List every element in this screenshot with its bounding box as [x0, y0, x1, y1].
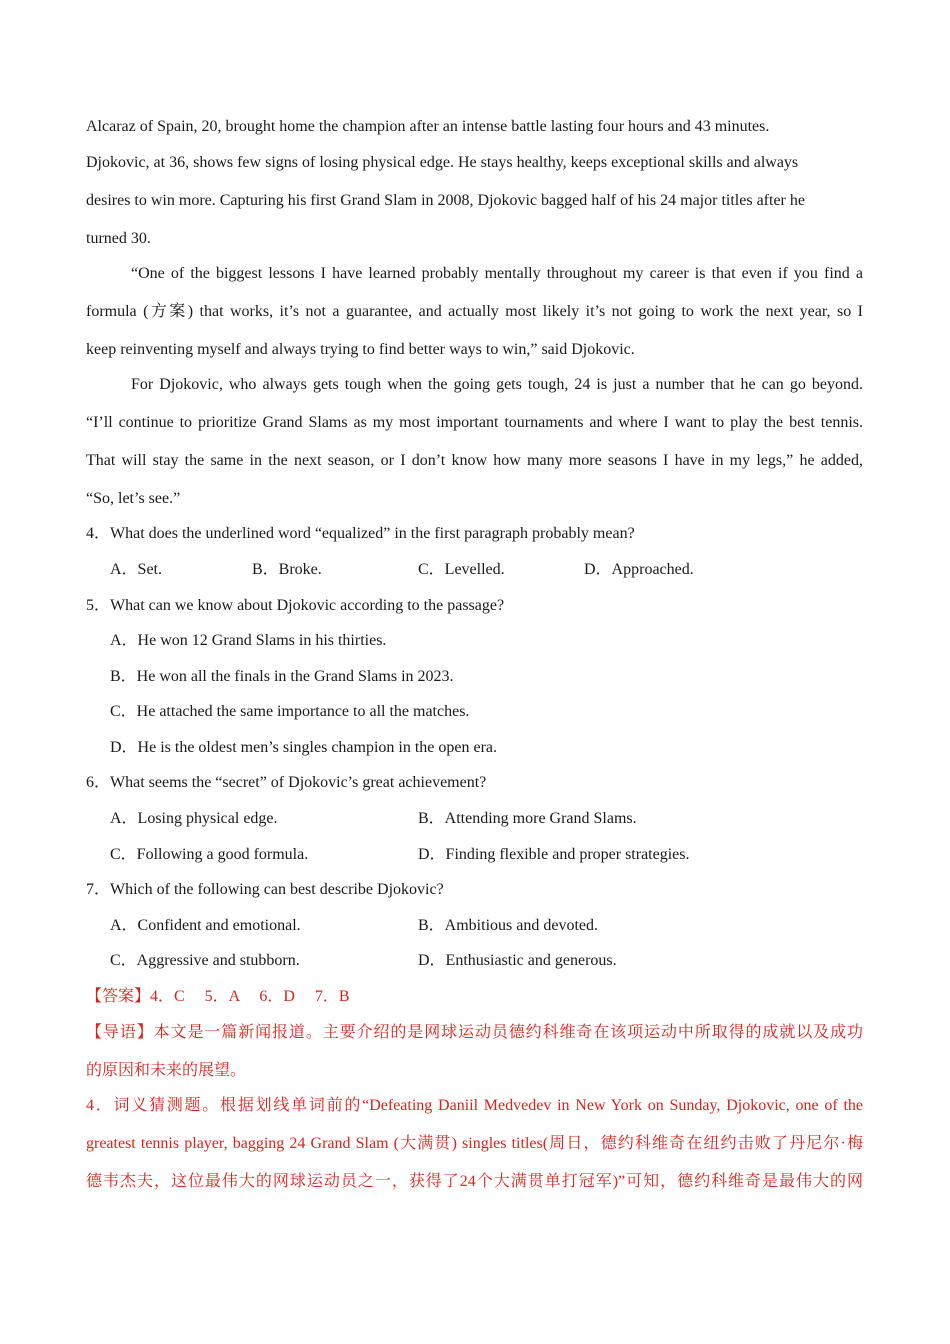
question-6-option-d: D．Finding flexible and proper strategies.	[418, 846, 690, 863]
question-5-option-c: C．He attached the same importance to all the matches.	[110, 703, 470, 720]
question-6-option-a: A．Losing physical edge.	[110, 810, 278, 827]
passage-p3-line2: “I’ll continue to prioritize Grand Slams as my most important tournaments and where I want to play the best tennis.	[86, 414, 863, 431]
passage-p2-line2: formula (方案) that works, it’s not a guarantee, and actually most likely it’s not going to work the next year, so I	[86, 303, 863, 320]
passage-p3-line4: “So, let’s see.”	[86, 490, 181, 507]
question-4-option-d: D．Approached.	[584, 561, 694, 578]
passage-p1-line1: Alcaraz of Spain, 20, brought home the champion after an intense battle lasting four hours and 43 minutes.	[86, 118, 770, 135]
question-7-option-a: A．Confident and emotional.	[110, 917, 301, 934]
question-4-option-b: B．Broke.	[252, 561, 322, 578]
passage-p1-line3: desires to win more. Capturing his first Grand Slam in 2008, Djokovic bagged half of his 24 major titles after he	[86, 192, 805, 209]
question-5-option-a: A．He won 12 Grand Slams in his thirties.	[110, 632, 387, 649]
passage-p2-line1: “One of the biggest lessons I have learned probably mentally throughout my career is that even if you find a	[131, 265, 863, 282]
question-4-stem: 4．What does the underlined word “equalized” in the first paragraph probably mean?	[86, 525, 635, 542]
passage-p1-line4: turned 30.	[86, 230, 151, 247]
guide-line1: 【导语】本文是一篇新闻报道。主要介绍的是网球运动员德约科维奇在该项运动中所取得的成就以及成功	[86, 1024, 863, 1041]
question-5-stem: 5．What can we know about Djokovic according to the passage?	[86, 597, 505, 614]
answer-key: 【答案】4．C 5．A 6．D 7．B	[86, 988, 350, 1005]
passage-p3-line3: That will stay the same in the next season, or I don’t know how many more seasons I have in my legs,” he added,	[86, 452, 863, 469]
question-7-option-c: C．Aggressive and stubborn.	[110, 952, 300, 969]
question-7-stem: 7．Which of the following can best describe Djokovic?	[86, 881, 444, 898]
explanation-line3: 德韦杰夫，这位最伟大的网球运动员之一，获得了24个大满贯单打冠军)”可知，德约科维奇是最伟大的网	[86, 1173, 863, 1190]
question-5-option-d: D．He is the oldest men’s singles champion in the open era.	[110, 739, 498, 756]
question-7-option-b: B．Ambitious and devoted.	[418, 917, 598, 934]
explanation-line2: greatest tennis player, bagging 24 Grand Slam (大满贯) singles titles(周日，德约科维奇在纽约击败了丹尼尔·梅	[86, 1135, 863, 1152]
question-4-option-a: A．Set.	[110, 561, 163, 578]
passage-p3-line1: For Djokovic, who always gets tough when the going gets tough, 24 is just a number that he can go beyond.	[131, 376, 863, 393]
question-4-option-c: C．Levelled.	[418, 561, 505, 578]
guide-line2: 的原因和未来的展望。	[86, 1062, 247, 1079]
question-7-option-d: D．Enthusiastic and generous.	[418, 952, 617, 969]
question-6-option-c: C．Following a good formula.	[110, 846, 309, 863]
question-6-stem: 6．What seems the “secret” of Djokovic’s great achievement?	[86, 774, 487, 791]
passage-p2-line3: keep reinventing myself and always trying to find better ways to win,” said Djokovic.	[86, 341, 635, 358]
question-5-option-b: B．He won all the finals in the Grand Slams in 2023.	[110, 668, 454, 685]
question-6-option-b: B．Attending more Grand Slams.	[418, 810, 637, 827]
passage-p1-line2: Djokovic, at 36, shows few signs of losing physical edge. He stays healthy, keeps exceptional skills and always	[86, 154, 799, 171]
explanation-line1: 4．词义猜测题。根据划线单词前的“Defeating Daniil Medvedev in New York on Sunday, Djokovic, one of the	[86, 1097, 863, 1114]
